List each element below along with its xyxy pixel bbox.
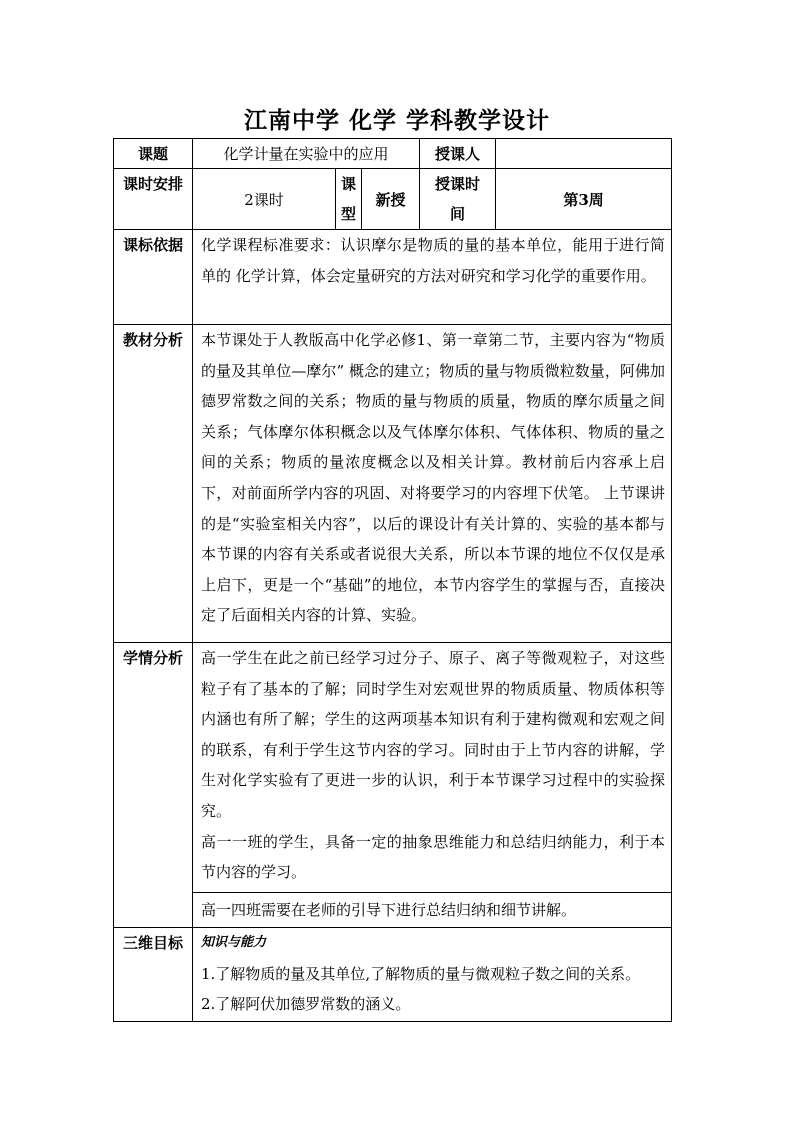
students-text-extra (193, 893, 672, 928)
schedule-value: 2课时 (193, 169, 336, 230)
teacher-label: 授课人 (420, 139, 496, 169)
students-paragraph-2: 高一一班的学生，具备一定的抽象思维能力和总结归纳能力，利于本节内容的学习。 (201, 832, 666, 882)
textbook-label: 教材分析 (114, 325, 193, 643)
row-textbook (114, 325, 672, 643)
standard-paragraph: 化学课程标准要求：认识摩尔是物质的量的基本单位，能用于进行简单的 化学计算，体会定量研究的方法对研究和学习化学的重要作用。 (201, 236, 666, 285)
lesson-plan-table (113, 138, 672, 1022)
time-value: 第3周 (496, 169, 672, 230)
goals-item-1: 1.了解物质的量及其单位,了解物质的量与微观粒子数之间的关系。 (201, 964, 641, 983)
row-standard (114, 230, 672, 325)
row-students-extra (114, 893, 672, 928)
textbook-paragraph: 本节课处于人教版高中化学必修1、第一章第二节，主要内容为“物质的量及其单位—摩尔” 概念的建立；物质的量与物质微粒数量，阿佛加德罗常数之间的关系；物质的量与物质的质量，物质的摩尔质量之间关系；气体摩尔体积概念以及气体摩尔体积、气体体积、物质的量之间的关系；物质的量浓度概念以及相关计算。教材前后内容承上启下，对前面所学内容的巩固、对将要学习的内容埋下伏笔。 上节课讲的是“实验室相关内容”，以后的课设计有关计算的、实验的基本都与本节课的内容有关系或者说很大关系，所以本节课的地位不仅仅是承上启下，更是一个“基础”的地位，本节内容学生的掌握与否，直接决定了后面相关内容的计算、实验。 (201, 331, 666, 625)
document-title: 江南中学 化学 学科教学设计 (243, 107, 550, 134)
students-text (193, 643, 672, 893)
topic-label: 课题 (114, 139, 193, 169)
topic-value: 化学计量在实验中的应用 (193, 139, 420, 169)
row-topic (114, 139, 672, 169)
standard-text (193, 230, 672, 325)
goals-label: 三维目标 (114, 928, 193, 1022)
students-paragraph-3: 高一四班需要在老师的引导下进行总结归纳和细节讲解。 (201, 900, 577, 919)
teacher-value (496, 139, 672, 169)
row-goals (114, 928, 672, 1022)
row-schedule (114, 169, 672, 230)
time-label: 授课时 间 (420, 169, 496, 230)
type-label: 课 型 (336, 169, 362, 230)
textbook-text (193, 325, 672, 643)
goals-item-2: 2.了解阿伏加德罗常数的涵义。 (201, 995, 411, 1014)
schedule-label: 课时安排 (114, 169, 193, 230)
students-label: 学情分析 (114, 643, 193, 928)
goals-text (193, 928, 672, 1022)
goals-subheading: 知识与能力 (201, 935, 267, 950)
row-students (114, 643, 672, 893)
students-paragraph-1: 高一学生在此之前已经学习过分子、原子、离子等微观粒子，对这些粒子有了基本的了解；同时学生对宏观世界的物质质量、物质体积等内涵也有所了解；学生的这两项基本知识有利于建构微观和宏观之间的联系，有利于学生这节内容的学习。同时由于上节内容的讲解，学生对化学实验有了更进一步的认识，利于本节课学习过程中的实验探究。 (201, 649, 666, 820)
standard-label: 课标依据 (114, 230, 193, 325)
type-value: 新授 (362, 169, 420, 230)
